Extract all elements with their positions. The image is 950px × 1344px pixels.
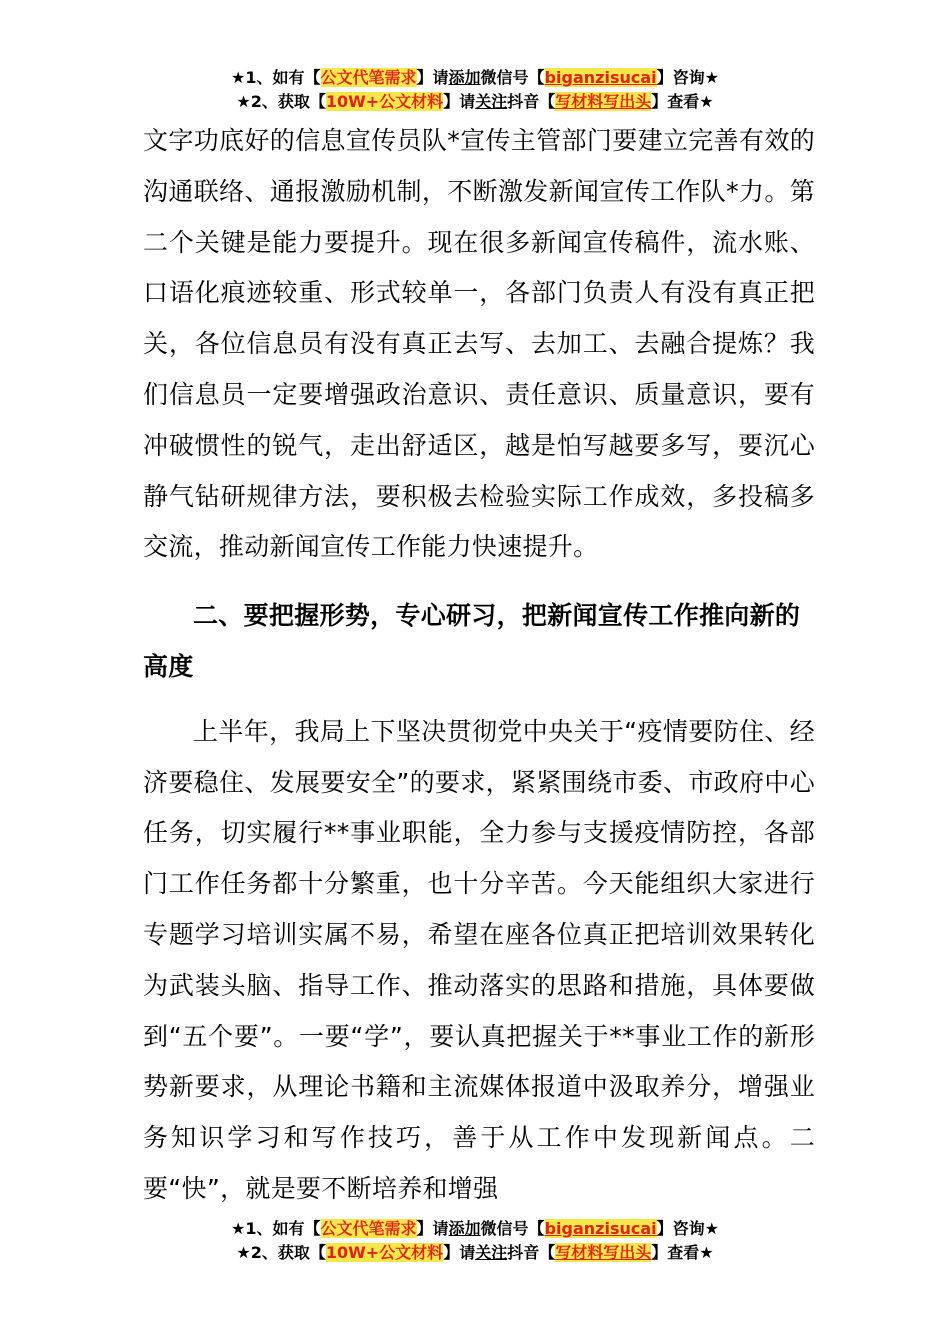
promo-line-2 xyxy=(0,90,950,114)
header-promo-banner xyxy=(0,66,950,114)
document-body xyxy=(143,116,815,1215)
promo-line-1 xyxy=(0,1217,950,1241)
promo-highlight: 10W+公文材料 xyxy=(325,1243,444,1262)
promo-text: 】请 xyxy=(443,92,476,111)
promo-line-2 xyxy=(0,1241,950,1265)
promo-highlight: 公文代笔需求 xyxy=(320,68,417,87)
body-paragraph: 上半年，我局上下坚决贯彻党中央关于“疫情要防住、经济要稳住、发展要安全”的要求，紧紧围绕市委、市政府中心任务，切实履行**事业职能，全力参与支援疫情防控，各部门工作任务都十分繁重，也十分辛苦。今天能组织大家进行专题学习培训实属不易，希望在座各位真正把培训效果转化为武装头脑、指导工作、推动落实的思路和措施，具体要做到“五个要”。一要“学”，要认真把握关于**事业工作的新形势新要求，从理论书籍和主流媒体报道中汲取养分，增强业务知识学习和写作技巧，善于从工作中发现新闻点。二要“快”，就是要不断培养和增强 xyxy=(143,716,815,1203)
promo-text: ★1、如有【 xyxy=(231,68,321,87)
promo-text: 抖音【 xyxy=(507,1243,556,1262)
promo-text: 】查看★ xyxy=(651,1243,714,1262)
promo-text: 】咨询★ xyxy=(656,68,719,87)
promo-text: 微信号【 xyxy=(480,68,545,87)
promo-text: 】请 xyxy=(416,68,449,87)
promo-text: 】请 xyxy=(443,1243,476,1262)
promo-text: 】查看★ xyxy=(651,92,714,111)
body-paragraph: 文字功底好的信息宣传员队*宣传主管部门要建立完善有效的沟通联络、通报激励机制，不断激发新闻宣传工作队*力。第二个关键是能力要提升。现在很多新闻宣传稿件，流水账、口语化痕迹较重、形式较单一，各部门负责人有没有真正把关，各位信息员有没有真正去写、去加工、去融合提炼？我们信息员一定要增强政治意识、责任意识、质量意识，要有冲破惯性的锐气，走出舒适区，越是怕写越要多写，要沉心静气钻研规律方法，要积极去检验实际工作成效，多投稿多交流，推动新闻宣传工作能力快速提升。 xyxy=(143,126,815,562)
footer-promo-banner xyxy=(0,1217,950,1265)
promo-wechat-id: biganzisucai xyxy=(544,1219,657,1238)
promo-highlight: 10W+公文材料 xyxy=(325,92,444,111)
section-heading: 二、要把握形势，专心研习，把新闻宣传工作推向新的高度 xyxy=(143,601,801,681)
promo-text: 抖音【 xyxy=(507,92,556,111)
promo-text: ★1、如有【 xyxy=(231,1219,321,1238)
promo-douyin-id: 写材料写出头 xyxy=(555,1243,652,1262)
promo-text: 】请 xyxy=(416,1219,449,1238)
promo-douyin-id: 写材料写出头 xyxy=(555,92,652,111)
promo-text: ★2、获取【 xyxy=(236,1243,326,1262)
promo-underline: 添加 xyxy=(448,1219,481,1238)
promo-underline: 关注 xyxy=(475,1243,508,1262)
promo-text: 微信号【 xyxy=(480,1219,545,1238)
promo-underline: 添加 xyxy=(448,68,481,87)
promo-line-1 xyxy=(0,66,950,90)
promo-text: ★2、获取【 xyxy=(236,92,326,111)
promo-wechat-id: biganzisucai xyxy=(544,68,657,87)
promo-text: 】咨询★ xyxy=(656,1219,719,1238)
promo-highlight: 公文代笔需求 xyxy=(320,1219,417,1238)
promo-underline: 关注 xyxy=(475,92,508,111)
